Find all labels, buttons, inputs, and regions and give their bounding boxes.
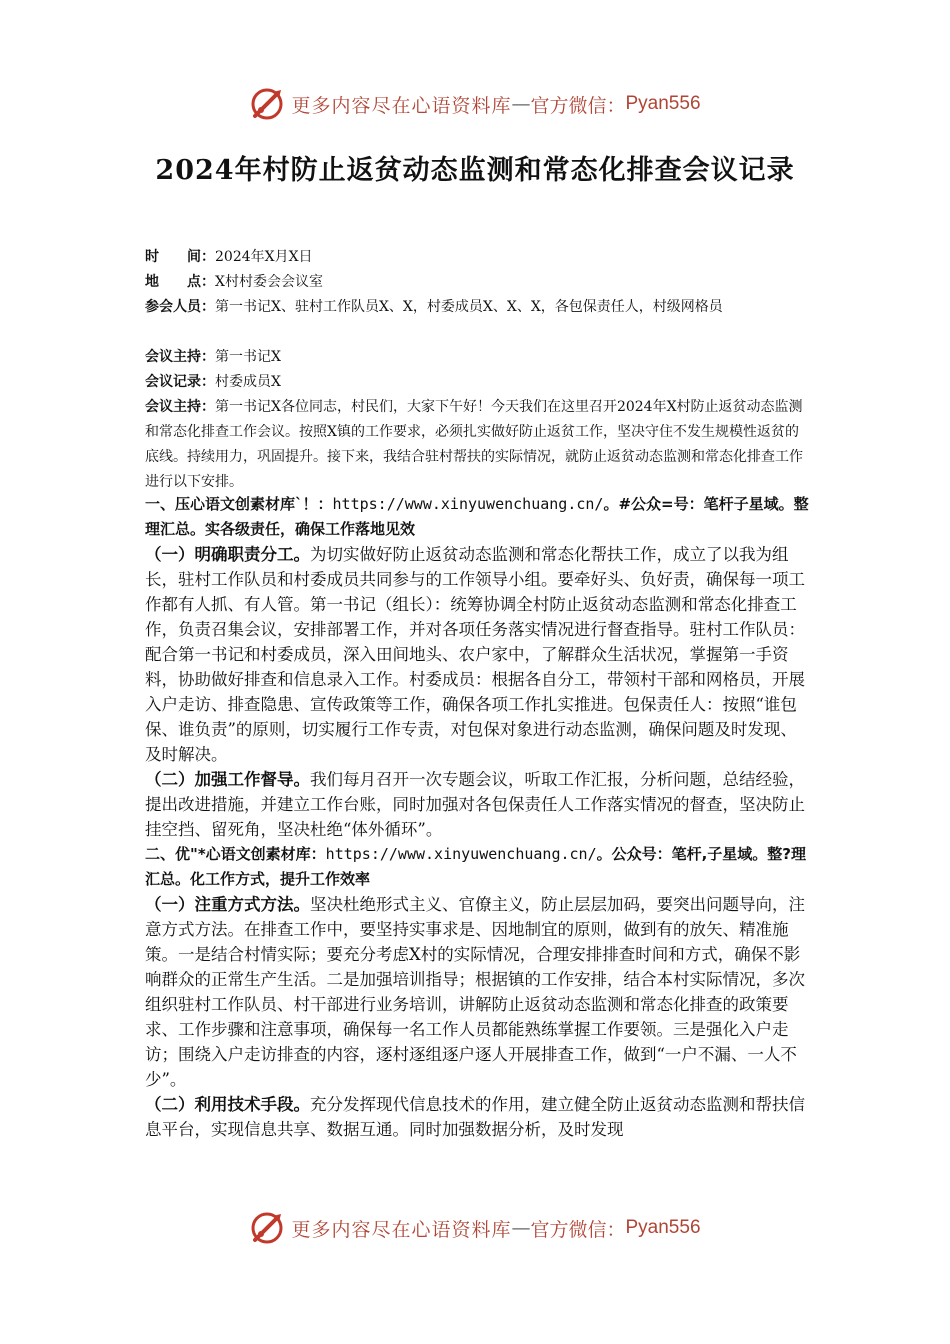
banner-text: 更多内容尽在心语资料库 xyxy=(291,94,512,117)
banner-wechat-label: 官方微信： xyxy=(530,94,626,117)
meta-time xyxy=(145,245,810,270)
meta-time-value: 2024年X月X日 xyxy=(215,249,313,265)
section1-heading xyxy=(145,492,813,542)
banner-wechat-id: Pyan556 xyxy=(625,93,701,114)
meta-attendees-label: 参会人员： xyxy=(145,299,215,315)
meta-opening xyxy=(145,395,810,495)
meta-host-value: 第一书记X xyxy=(215,349,281,365)
meta-attendees xyxy=(145,295,810,320)
meta-recorder-label: 会议记录： xyxy=(145,374,215,390)
section1-heading-suffix: 。#公众=号：笔杆子星域。整理汇总。实各级责任，确保工作落地见效 xyxy=(145,495,809,538)
section2-heading xyxy=(145,842,813,892)
meta-place-label: 地 点： xyxy=(145,274,215,290)
footer-watermark-banner xyxy=(0,1208,950,1248)
section1-p2-text: 我们每月召开一次专题会议，听取工作汇报，分析问题，总结经验，提出改进措施，并建立工作台账，同时加强对各包保责任人工作落实情况的督查，坚决防止挂空挡、留死角，坚决杜绝“体外循环”。 xyxy=(145,770,805,839)
meta-recorder xyxy=(145,370,810,395)
section1-paragraph-2 xyxy=(145,767,813,842)
meta-attendees-value: 第一书记X、驻村工作队员X、X，村委成员X、X、X，各包保责任人，村级网格员 xyxy=(215,299,723,315)
meta-opening-value: 第一书记X各位同志，村民们，大家下午好！今天我们在这里召开2024年X村防止返贫动态监测和常态化排查工作会议。按照X镇的工作要求，必须扎实做好防止返贫工作，坚决守住不发生规模性返贫的底线。持续用力，巩固提升。接下来，我结合驻村帮扶的实际情况，就防止返贫动态监测和常态化排查工作进行以下安排。 xyxy=(145,399,803,490)
section2-heading-url: https://www.xinyuwenchuang.cn/ xyxy=(325,845,597,863)
meta-host xyxy=(145,345,810,370)
meta-time-label: 时 间： xyxy=(145,249,215,265)
section2-paragraph-1 xyxy=(145,892,813,1092)
document-body xyxy=(145,492,813,1142)
banner-separator: — xyxy=(511,93,531,115)
meta-opening-label: 会议主持： xyxy=(145,399,215,415)
banner-wechat-id: Pyan556 xyxy=(625,1217,701,1238)
section1-p2-lead: （二）加强工作督导。 xyxy=(145,770,310,789)
section2-heading-suffix: 。公众号：笔杆,子星域。整?理汇总。化工作方式，提升工作效率 xyxy=(145,845,807,888)
section2-paragraph-2 xyxy=(145,1092,813,1142)
banner-separator: — xyxy=(511,1217,531,1239)
section1-paragraph-1 xyxy=(145,542,813,767)
brush-logo-icon xyxy=(249,86,285,122)
section2-p2-lead: （二）利用技术手段。 xyxy=(145,1095,310,1114)
meta-recorder-value: 村委成员X xyxy=(215,374,281,390)
meta-place xyxy=(145,270,810,295)
section2-p2-text: 充分发挥现代信息技术的作用，建立健全防止返贫动态监测和帮扶信息平台，实现信息共享、数据互通。同时加强数据分析，及时发现 xyxy=(145,1095,805,1139)
section1-p1-lead: （一）明确职责分工。 xyxy=(145,545,310,564)
section1-heading-prefix: 一、压心语文创素材库`！： xyxy=(145,495,333,513)
section2-heading-prefix: 二、优"*心语文创素材库： xyxy=(145,845,326,863)
section1-p1-text: 为切实做好防止返贫动态监测和常态化帮扶工作，成立了以我为组长，驻村工作队员和村委成员共同参与的工作领导小组。要牵好头、负好责，确保每一项工作都有人抓、有人管。第一书记（组长）：统筹协调全村防止返贫动态监测和常态化排查工作，负责召集会议，安排部署工作，并对各项任务落实情况进行督查指导。驻村工作队员：配合第一书记和村委成员，深入田间地头、农户家中，了解群众生活状况，掌握第一手资料，协助做好排查和信息录入工作。村委成员：根据各自分工，带领村干部和网格员，开展入户走访、排查隐患、宣传政策等工作，确保各项工作扎实推进。包保责任人：按照“谁包保、谁负责”的原则，切实履行工作专责，对包保对象进行动态监测，确保问题及时发现、及时解决。 xyxy=(145,545,805,764)
banner-text: 更多内容尽在心语资料库 xyxy=(291,1218,512,1241)
brush-logo-icon xyxy=(249,1210,285,1246)
section1-heading-url: https://www.xinyuwenchuang.cn/ xyxy=(332,495,604,513)
banner-wechat-label: 官方微信： xyxy=(530,1218,626,1241)
header-watermark-banner xyxy=(0,84,950,124)
document-title: 2024年村防止返贫动态监测和常态化排查会议记录 xyxy=(155,155,795,186)
meta-place-value: X村村委会会议室 xyxy=(215,274,323,290)
meta-host-label: 会议主持： xyxy=(145,349,215,365)
section2-p1-text: 坚决杜绝形式主义、官僚主义，防止层层加码，要突出问题导向，注意方式方法。在排查工作中，要坚持实事求是、因地制宜的原则，做到有的放矢、精准施策。一是结合村情实际；要充分考虑X村的实际情况，合理安排排查时间和方式，确保不影响群众的正常生产生活。二是加强培训指导；根据镇的工作安排，结合本村实际情况，多次组织驻村工作队员、村干部进行业务培训，讲解防止返贫动态监测和常态化排查的政策要求、工作步骤和注意事项，确保每一名工作人员都能熟练掌握工作要领。三是强化入户走访；围绕入户走访排查的内容，逐村逐组逐户逐人开展排查工作，做到“一户不漏、一人不少”。 xyxy=(145,895,805,1089)
section2-p1-lead: （一）注重方式方法。 xyxy=(145,895,310,914)
